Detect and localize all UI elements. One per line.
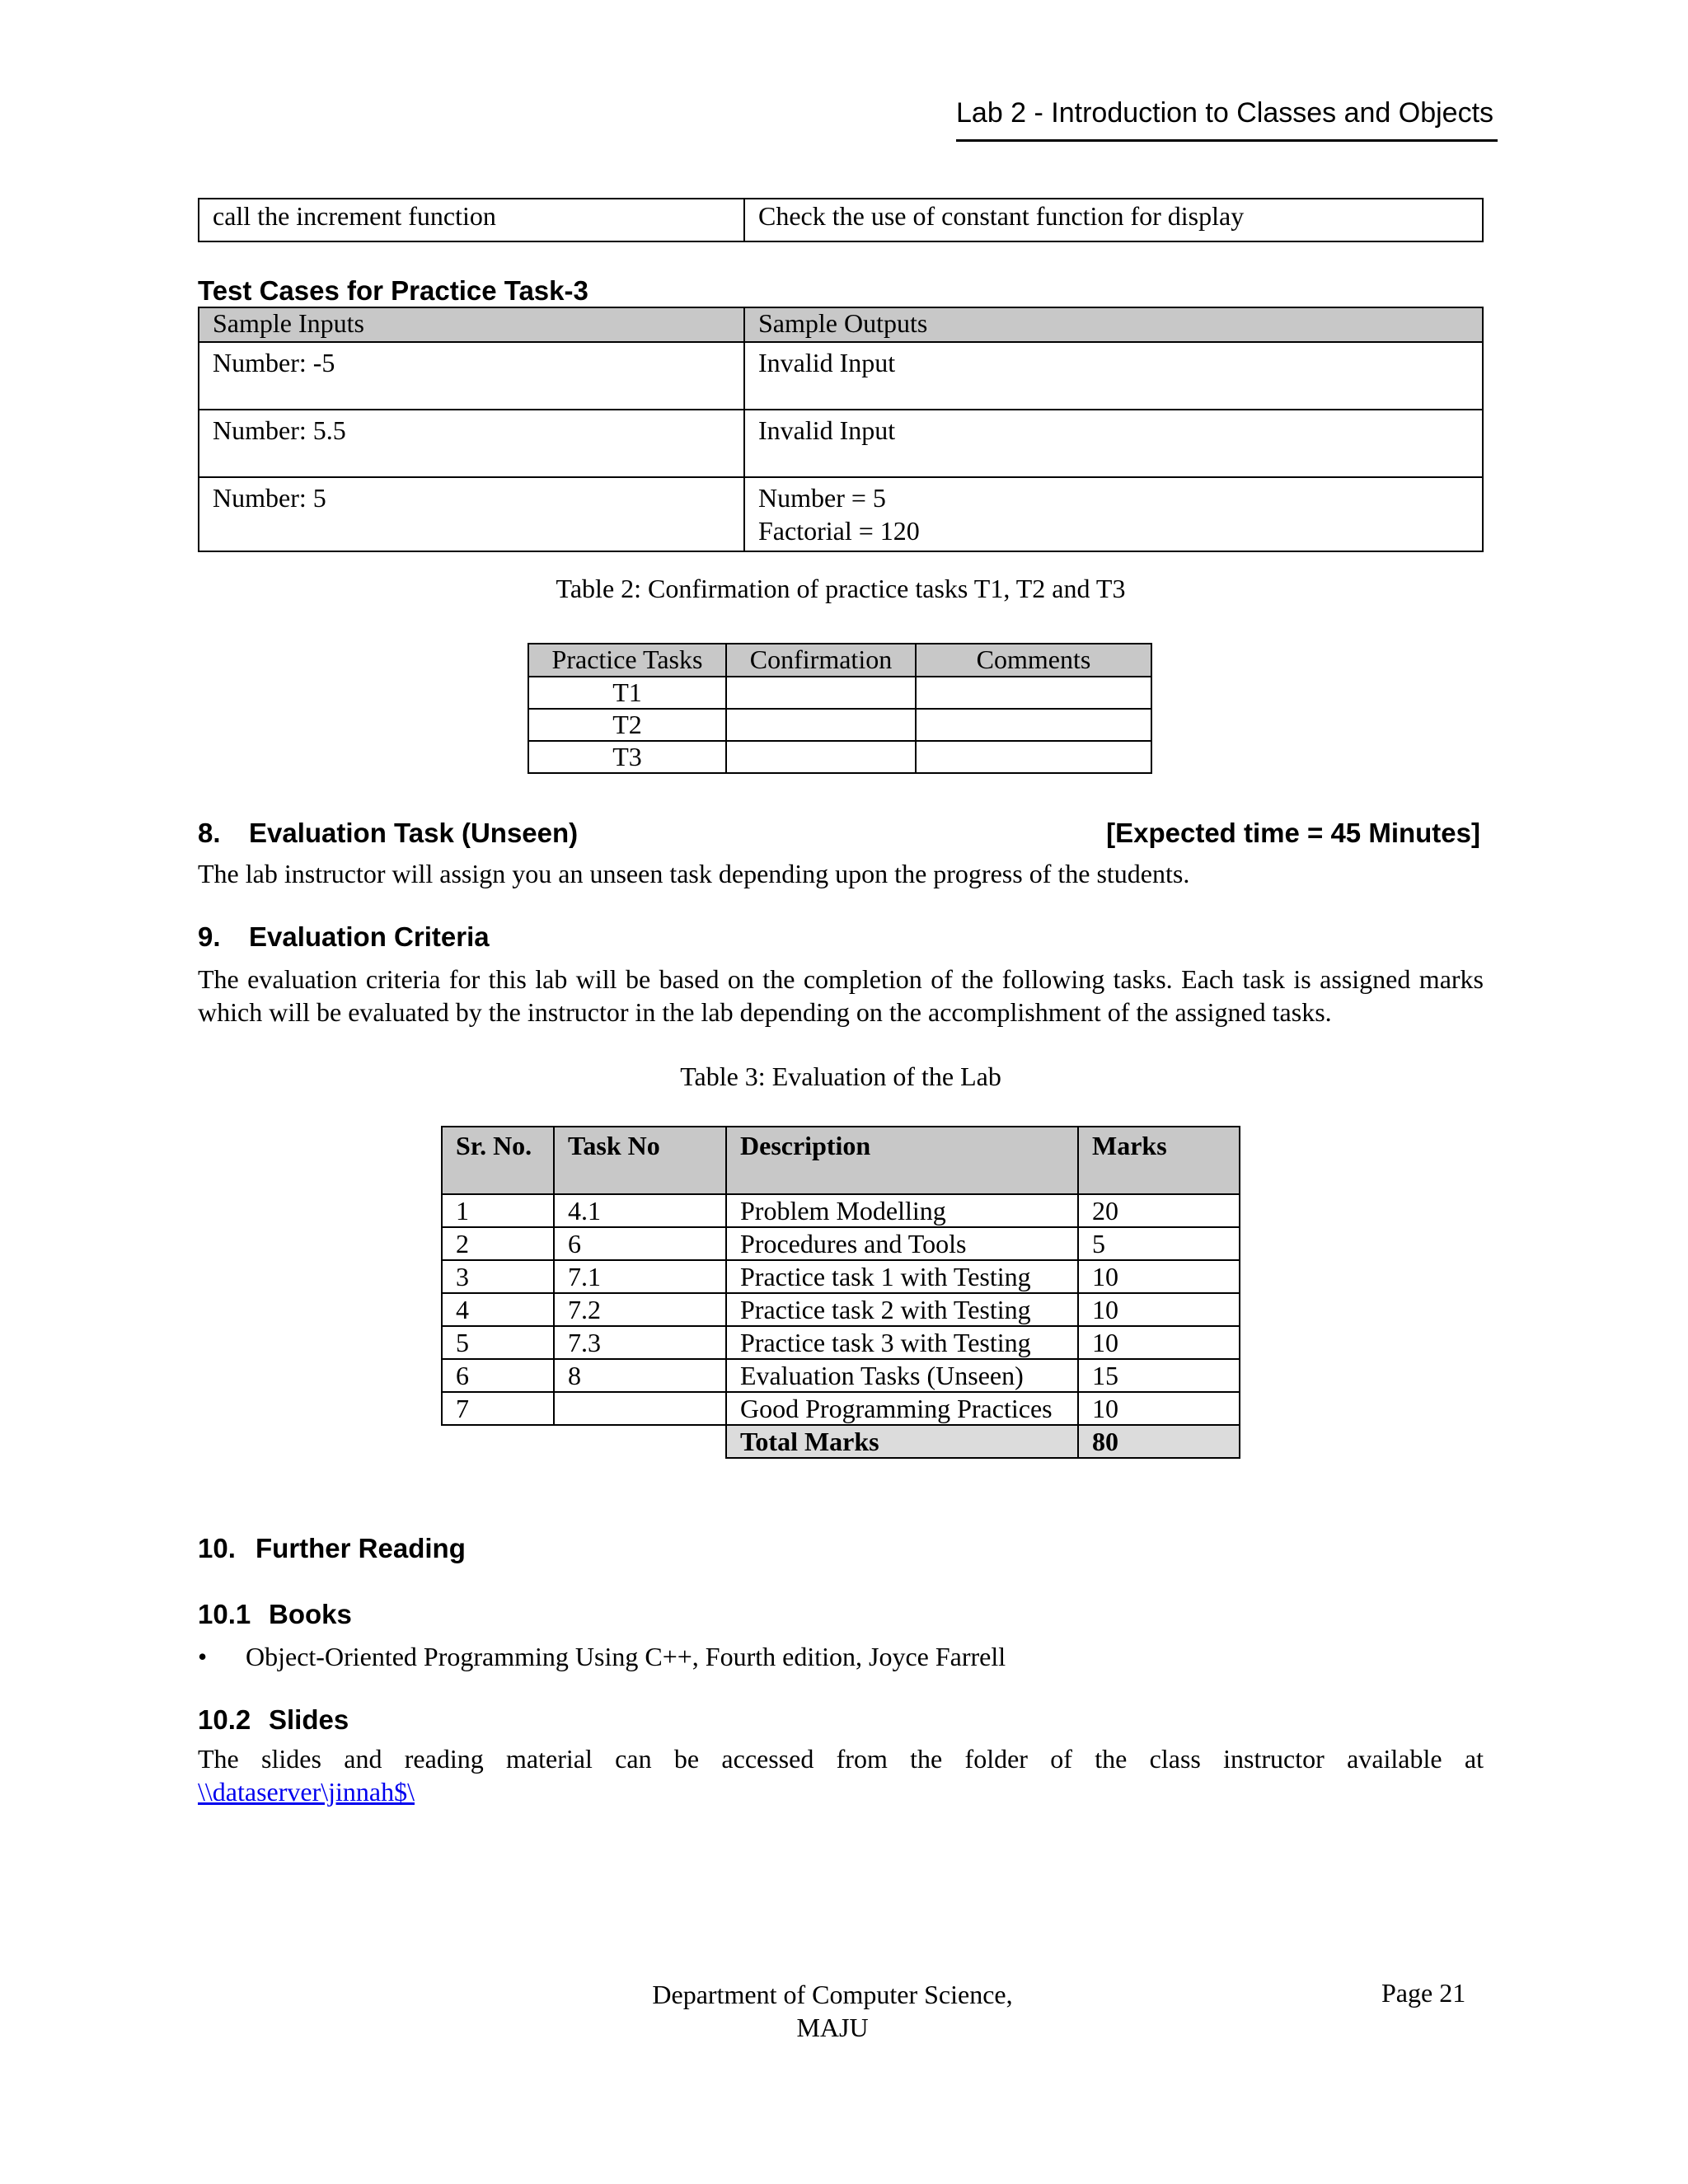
table-row [199, 342, 1483, 410]
section-number: 10.1 [198, 1599, 251, 1629]
slides-link-line [198, 1775, 1484, 1808]
table-cell [744, 410, 1483, 477]
table-cell: 5 [442, 1326, 554, 1359]
table-cell [744, 477, 1483, 551]
table-cell: 2 [442, 1227, 554, 1260]
table3-caption: Table 3: Evaluation of the Lab [680, 1062, 1001, 1091]
total-label: Total Marks [726, 1425, 1078, 1458]
slides-body: The slides and reading material can be accessed from the folder of the class instructor available at [198, 1744, 1484, 1774]
section9-body: The evaluation criteria for this lab will be based on the completion of the following tasks. Each task is assigned marks which will be evaluated by the instructor in the lab depending on the accomplishment of the assigned tasks. [198, 964, 1484, 1027]
table-cell: Number: 5.5 [199, 410, 744, 477]
table-header-row [528, 644, 1151, 677]
table-cell: call the increment function [199, 199, 744, 241]
table-cell: 7.2 [554, 1293, 726, 1326]
output-line: Number = 5 [758, 483, 886, 513]
column-header-task-no: Task No [554, 1127, 726, 1194]
footer-line: Department of Computer Science, [652, 1980, 1013, 2009]
table-cell [726, 709, 916, 741]
output-line: Factorial = 120 [758, 516, 920, 546]
table-cell: T2 [528, 709, 726, 741]
section8-body: The lab instructor will assign you an unseen task depending upon the progress of the students. [198, 859, 1190, 888]
column-header-confirmation: Confirmation [726, 644, 916, 677]
section-title: Evaluation Task (Unseen) [249, 818, 579, 848]
page-number: Page 21 [1381, 1978, 1466, 2008]
table-row [442, 1359, 1240, 1392]
table-cell: Practice task 1 with Testing [726, 1260, 1078, 1293]
table-row [442, 1194, 1240, 1227]
table-row [442, 1326, 1240, 1359]
table-row [528, 709, 1151, 741]
output-line: Invalid Input [758, 348, 896, 377]
test-cases-table [198, 307, 1484, 552]
section-number: 10. [198, 1533, 236, 1563]
table-cell: 5 [1078, 1227, 1240, 1260]
section9-heading [198, 921, 490, 953]
section-title: Books [269, 1599, 352, 1629]
table-cell: 10 [1078, 1326, 1240, 1359]
table-cell: 7.1 [554, 1260, 726, 1293]
table-cell: 10 [1078, 1260, 1240, 1293]
table-row [442, 1293, 1240, 1326]
section-title: Further Reading [256, 1533, 466, 1563]
table-row [528, 741, 1151, 773]
table-row [442, 1227, 1240, 1260]
section-title: Slides [269, 1704, 349, 1735]
column-header-outputs: Sample Outputs [744, 307, 1483, 342]
section-number: 9. [198, 921, 221, 952]
bullet-icon: • [198, 1642, 208, 1671]
table-row [199, 477, 1483, 551]
column-header-description: Description [726, 1127, 1078, 1194]
section-number: 10.2 [198, 1704, 251, 1735]
column-header-comments: Comments [916, 644, 1151, 677]
slides-folder-link[interactable]: \\dataserver\jinnah$\ [198, 1777, 415, 1807]
section8-heading [198, 818, 578, 849]
section-title: Evaluation Criteria [249, 921, 490, 952]
table-cell: 8 [554, 1359, 726, 1392]
table-header-row [199, 307, 1483, 342]
table-cell: Practice task 2 with Testing [726, 1293, 1078, 1326]
table-cell: 1 [442, 1194, 554, 1227]
table-cell: Evaluation Tasks (Unseen) [726, 1359, 1078, 1392]
table-cell: Check the use of constant function for display [744, 199, 1483, 241]
total-row [442, 1425, 1240, 1458]
table-cell [916, 741, 1151, 773]
table-cell: 20 [1078, 1194, 1240, 1227]
table-cell: 10 [1078, 1293, 1240, 1326]
table-row [442, 1392, 1240, 1425]
table-cell: Number: -5 [199, 342, 744, 410]
table-cell [726, 677, 916, 709]
column-header-inputs: Sample Inputs [199, 307, 744, 342]
footer-department [626, 1978, 1039, 2044]
table-cell: 15 [1078, 1359, 1240, 1392]
table-row [528, 677, 1151, 709]
book-title: Object-Oriented Programming Using C++, Fourth edition, Joyce Farrell [246, 1642, 1006, 1671]
total-value: 80 [1078, 1425, 1240, 1458]
table-cell: 6 [554, 1227, 726, 1260]
table-cell: Practice task 3 with Testing [726, 1326, 1078, 1359]
footer-line: MAJU [796, 2013, 869, 2042]
slides-heading [198, 1704, 349, 1736]
section10-heading [198, 1533, 466, 1564]
table-cell: 6 [442, 1359, 554, 1392]
books-heading [198, 1599, 352, 1630]
table-cell: T3 [528, 741, 726, 773]
table-cell: 4.1 [554, 1194, 726, 1227]
table-row [199, 410, 1483, 477]
section8-expected-time: [Expected time = 45 Minutes] [1106, 818, 1480, 848]
table-cell: 7.3 [554, 1326, 726, 1359]
table-cell: 4 [442, 1293, 554, 1326]
table-cell [554, 1392, 726, 1425]
column-header-marks: Marks [1078, 1127, 1240, 1194]
table-cell: Procedures and Tools [726, 1227, 1078, 1260]
test-cases-heading: Test Cases for Practice Task-3 [198, 275, 588, 306]
evaluation-table [441, 1126, 1240, 1459]
output-line: Invalid Input [758, 415, 896, 445]
column-header-practice-tasks: Practice Tasks [528, 644, 726, 677]
table-cell: Problem Modelling [726, 1194, 1078, 1227]
table-cell: Number: 5 [199, 477, 744, 551]
table-cell: Good Programming Practices [726, 1392, 1078, 1425]
table-cell [744, 342, 1483, 410]
section-number: 8. [198, 818, 221, 848]
table-cell: T1 [528, 677, 726, 709]
table-cell [726, 741, 916, 773]
table-cell [916, 677, 1151, 709]
table-cell: 3 [442, 1260, 554, 1293]
running-header: Lab 2 - Introduction to Classes and Objects [956, 97, 1498, 142]
table-row [442, 1260, 1240, 1293]
column-header-sr-no: Sr. No. [442, 1127, 554, 1194]
table-row [199, 199, 1483, 241]
table2-caption: Table 2: Confirmation of practice tasks T1, T2 and T3 [556, 574, 1126, 603]
previous-table-continuation [198, 198, 1484, 242]
table-cell: 7 [442, 1392, 554, 1425]
table-cell [442, 1425, 726, 1458]
book-list-item [198, 1642, 1006, 1672]
table-cell [916, 709, 1151, 741]
table-cell: 10 [1078, 1392, 1240, 1425]
confirmation-table [528, 643, 1152, 774]
table-header-row [442, 1127, 1240, 1194]
